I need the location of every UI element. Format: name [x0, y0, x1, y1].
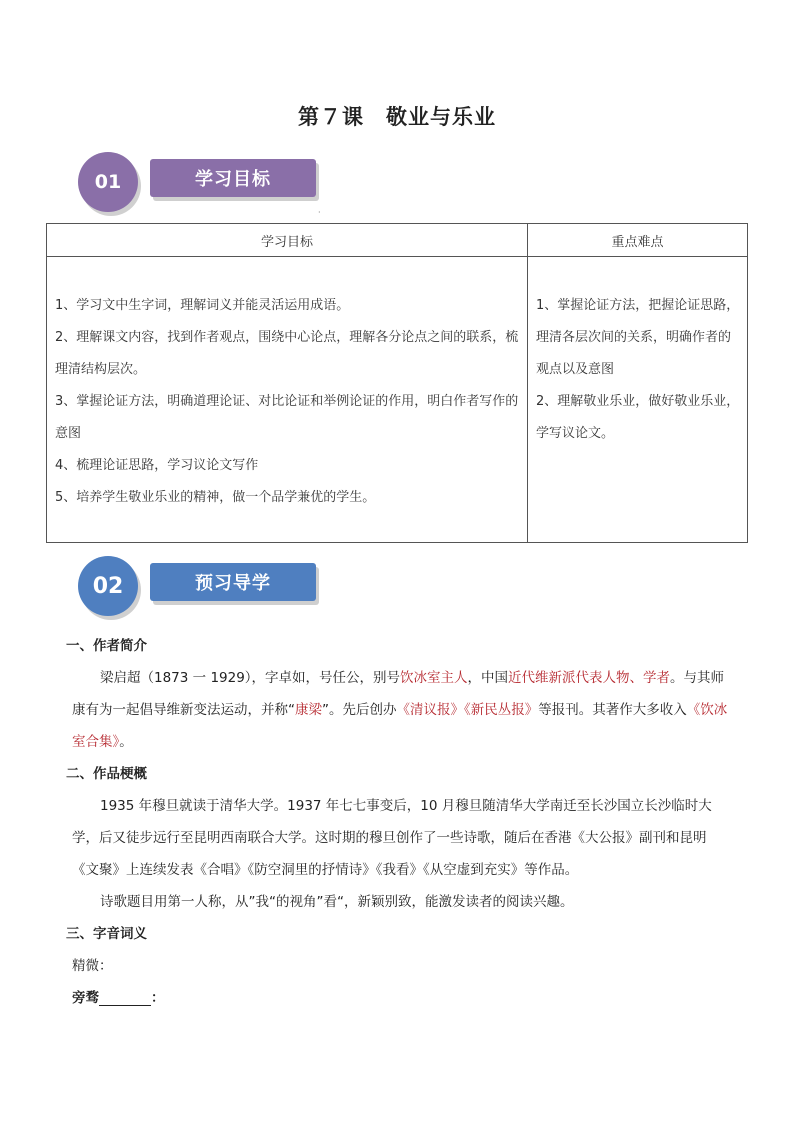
- vocab-item: [72, 982, 732, 1014]
- keypoint-item: 2、理解敬业乐业，做好敬业乐业，学写议论文。: [536, 394, 740, 441]
- goal-item: 4、梳理论证思路，学习议论文写作: [55, 458, 259, 473]
- goal-item: 5、培养学生敬业乐业的精神，做一个品学兼优的学生。: [55, 490, 376, 505]
- goal-item: 2、理解课文内容，找到作者观点，围绕中心论点，理解各分论点之间的联系，梳理清结构层次。: [55, 330, 519, 377]
- vocab-colon: ：: [151, 990, 165, 1006]
- heading-vocab: 三、字音词义: [66, 926, 147, 942]
- section-number-badge: 02: [78, 556, 138, 616]
- goals-cell: [47, 257, 528, 543]
- heading-overview: 二、作品梗概: [66, 766, 147, 782]
- answer-blank[interactable]: [99, 991, 151, 1006]
- text-run: 。与其师康有为一起倡导维新变法运动，并称“: [72, 670, 725, 718]
- goal-item: 3、掌握论证方法，明确道理论证、对比论证和举例论证的作用，明白作者写作的意图: [55, 394, 519, 441]
- heading-author: 一、作者简介: [66, 638, 147, 654]
- section-label: 预习导学: [150, 563, 316, 601]
- text-run: 梁启超（1873 一 1929），字卓如，号任公，别号: [100, 670, 401, 686]
- table-row: [47, 257, 748, 543]
- text-run: ”。先后创办: [322, 702, 397, 718]
- lesson-number: 第７课: [298, 105, 364, 129]
- text-run: 。: [119, 734, 133, 750]
- section-number-badge: 01: [78, 152, 138, 212]
- keypoint-item: 1、掌握论证方法，把握论证思路，理清各层次间的关系，明确作者的观点以及意图: [536, 298, 740, 377]
- overview-paragraph: 1935 年穆旦就读于清华大学。1937 年七七事变后，10 月穆旦随清华大学南迁至长沙国立长沙临时大学，后又徒步远行至昆明西南联合大学。这时期的穆旦创作了一些诗歌，随后在香港《大公报》副刊和昆明《文聚》上连续发表《合唱》《防空洞里的抒情诗》《我看》《从空虚到充实》等作品。: [72, 798, 712, 878]
- highlight-text: 康梁: [295, 702, 322, 718]
- table-header-row: [47, 224, 748, 257]
- page-title: [0, 101, 794, 131]
- preview-content: [66, 630, 732, 1014]
- header-keypoints: 重点难点: [528, 224, 748, 257]
- stray-mark: ·: [318, 208, 321, 217]
- lesson-name: 敬业与乐业: [386, 105, 496, 129]
- text-run: ，中国: [467, 670, 509, 686]
- keypoints-cell: [528, 257, 748, 543]
- author-paragraph: [72, 662, 732, 758]
- overview-paragraph: 诗歌题目用第一人称，从”我“的视角”看“，新颖别致，能激发读者的阅读兴趣。: [100, 894, 574, 910]
- vocab-word: 旁骛: [72, 990, 99, 1006]
- vocab-item: 精微：: [72, 958, 113, 974]
- highlight-text: 《饮冰室合集》: [72, 702, 728, 750]
- goal-item: 1、学习文中生字词，理解词义并能灵活运用成语。: [55, 298, 350, 313]
- section-header-goals: [78, 152, 318, 214]
- header-goals: 学习目标: [47, 224, 528, 257]
- section-header-preview: [78, 556, 318, 618]
- text-run: 等报刊。其著作大多收入: [538, 702, 687, 718]
- highlight-text: 近代维新派代表人物、学者: [508, 670, 671, 686]
- highlight-text: 饮冰室主人: [400, 670, 468, 686]
- section-label: 学习目标: [150, 159, 316, 197]
- highlight-text: 《清议报》《新民丛报》: [396, 702, 539, 718]
- goals-table: [46, 223, 748, 543]
